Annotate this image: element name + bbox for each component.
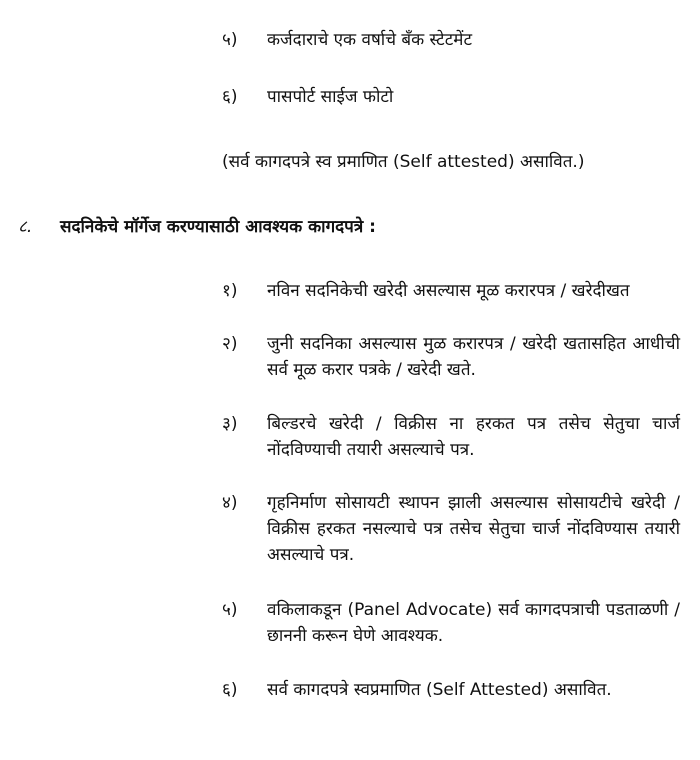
item-text: वकिलाकडून (Panel Advocate) सर्व कागदपत्राची पडताळणी / छाननी करून घेणे आवश्यक. [267, 600, 680, 646]
item-number: १) [222, 281, 238, 301]
list-item [222, 331, 680, 383]
item-text: नविन सदनिकेची खरेदी असल्यास मूळ करारपत्र / खरेदीखत [267, 281, 630, 301]
list-item [222, 27, 667, 53]
list-item [222, 84, 667, 110]
section-heading [18, 214, 376, 240]
item-number: ३) [222, 414, 238, 434]
item-number: २) [222, 334, 238, 354]
section-number: ८. [18, 217, 33, 237]
item-number: ५) [222, 600, 238, 620]
item-text: पासपोर्ट साईज फोटो [267, 87, 394, 107]
list-item [222, 278, 680, 304]
item-text: बिल्डरचे खरेदी / विक्रीस ना हरकत पत्र तसेच सेतुचा चार्ज नोंदविण्याची तयारी असल्याचे पत्र. [267, 414, 680, 460]
list-item [222, 490, 680, 568]
item-text: गृहनिर्माण सोसायटी स्थापन झाली असल्यास सोसायटीचे खरेदी / विक्रीस हरकत नसल्याचे पत्र तसेच सेतुचा चार्ज नोंदविण्यास तयारी असल्याचे पत्र. [267, 493, 680, 565]
item-text: सर्व कागदपत्रे स्वप्रमाणित (Self Attested) असावित. [267, 680, 612, 700]
list-item [222, 411, 680, 463]
list-item [222, 597, 680, 649]
item-number: ५) [222, 30, 238, 50]
item-number: ६) [222, 680, 238, 700]
section-title: सदनिकेचे मॉर्गेज करण्यासाठी आवश्यक कागदपत्रे : [60, 217, 376, 237]
item-text: कर्जदाराचे एक वर्षाचे बँक स्टेटमेंट [267, 30, 473, 50]
item-text: जुनी सदनिका असल्यास मुळ करारपत्र / खरेदी खतासहित आधीची सर्व मूळ करार पत्रके / खरेदी खते. [267, 334, 680, 380]
item-number: ४) [222, 493, 238, 513]
item-number: ६) [222, 87, 238, 107]
list-item [222, 677, 680, 703]
attestation-note: (सर्व कागदपत्रे स्व प्रमाणित (Self attested) असावित.) [222, 152, 585, 172]
